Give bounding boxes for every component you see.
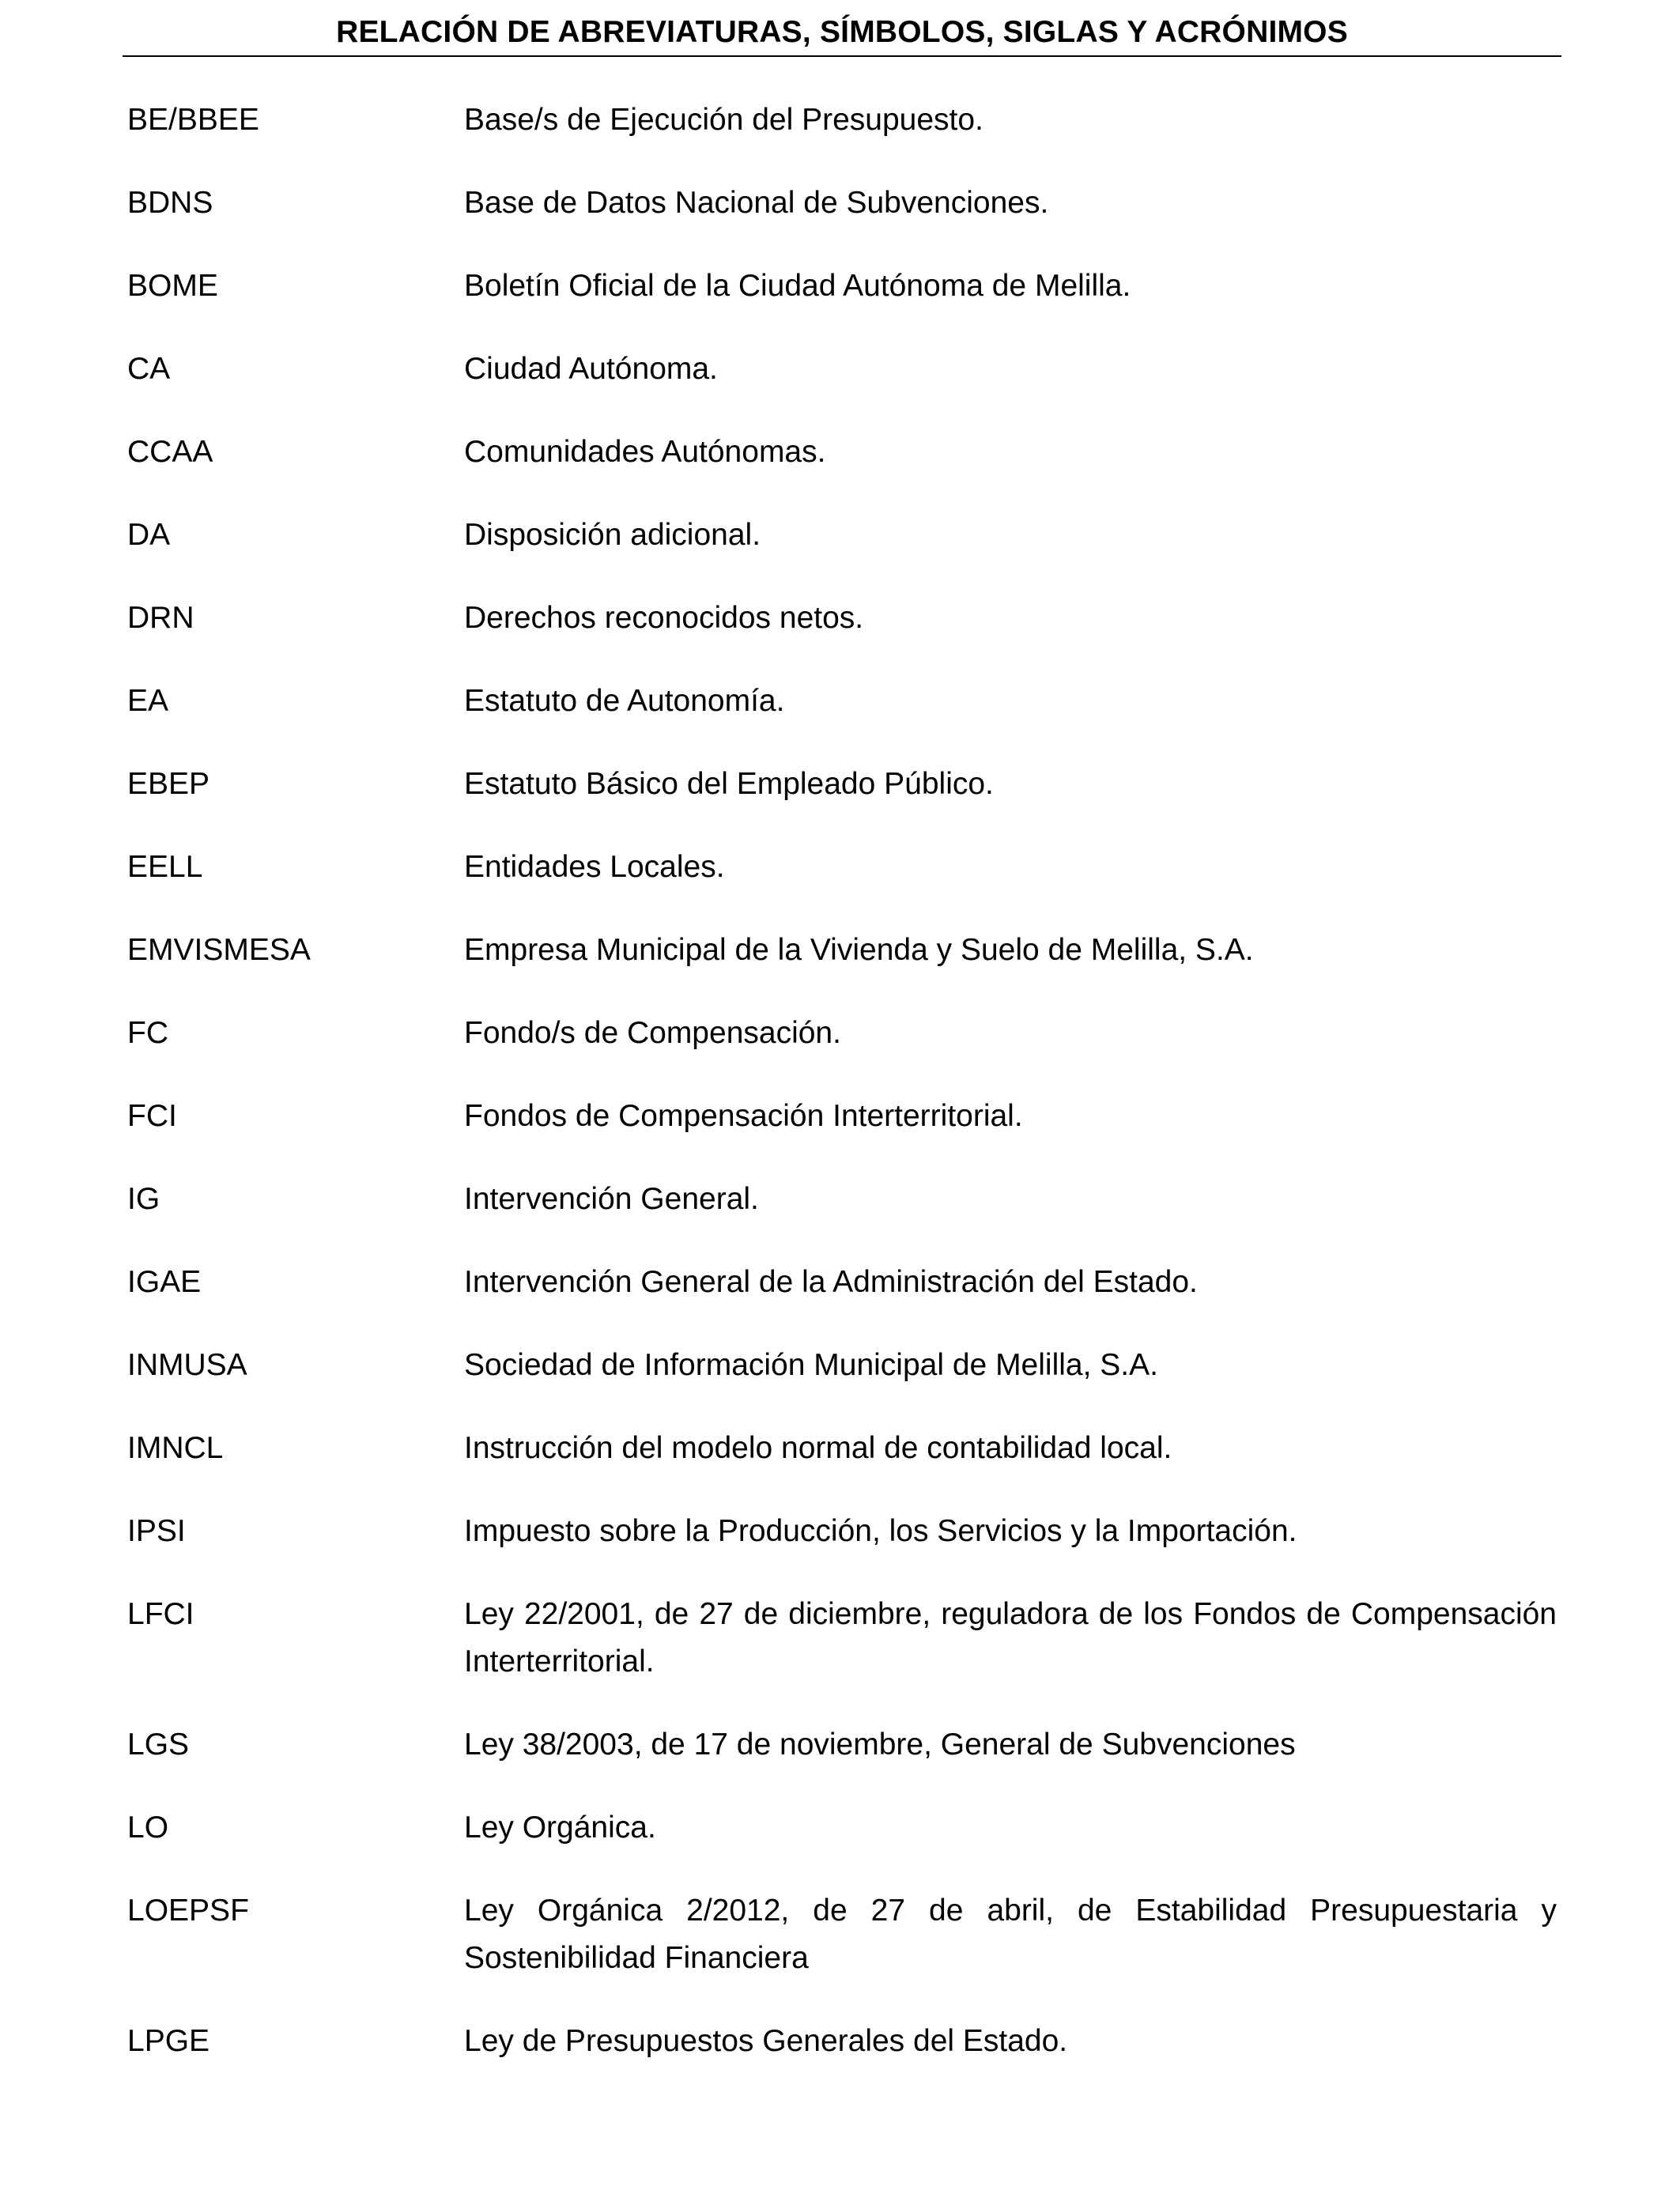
abbreviation-description: Intervención General de la Administración del Estado.	[464, 1265, 1198, 1299]
abbreviation-code: EMVISMESA	[127, 933, 311, 967]
abbreviation-row	[127, 179, 1557, 227]
abbreviation-row	[127, 512, 1557, 559]
abbreviation-code: IG	[127, 1182, 160, 1216]
abbreviation-code: LFCI	[127, 1597, 194, 1631]
abbreviation-row	[127, 1259, 1557, 1306]
abbreviation-row	[127, 2018, 1557, 2065]
abbreviation-description: Disposición adicional.	[464, 518, 761, 552]
abbreviation-code: IMNCL	[127, 1431, 224, 1465]
abbreviation-description: Empresa Municipal de la Vivienda y Suelo de Melilla, S.A.	[464, 933, 1254, 967]
abbreviation-description: Ley 22/2001, de 27 de diciembre, reguladora de los Fondos de Compensación Interterritorial.	[464, 1597, 1557, 1679]
abbreviation-description: Ley Orgánica.	[464, 1811, 656, 1845]
abbreviation-code: BOME	[127, 269, 218, 303]
abbreviation-row	[127, 595, 1557, 642]
abbreviation-row	[127, 1508, 1557, 1555]
abbreviation-code: EA	[127, 684, 169, 718]
abbreviation-description: Ley 38/2003, de 17 de noviembre, General de Subvenciones	[464, 1728, 1296, 1762]
abbreviation-row	[127, 1887, 1557, 1982]
abbreviation-row	[127, 678, 1557, 725]
abbreviation-description: Sociedad de Información Municipal de Melilla, S.A.	[464, 1348, 1158, 1382]
abbreviation-description: Estatuto Básico del Empleado Público.	[464, 767, 994, 801]
abbreviation-list	[127, 96, 1557, 2065]
abbreviation-description: Entidades Locales.	[464, 850, 725, 884]
abbreviation-code: IPSI	[127, 1514, 186, 1548]
abbreviation-row	[127, 844, 1557, 891]
abbreviation-description: Estatuto de Autonomía.	[464, 684, 785, 718]
abbreviation-code: EELL	[127, 850, 203, 884]
abbreviation-description: Ciudad Autónoma.	[464, 352, 718, 386]
abbreviation-row	[127, 1425, 1557, 1472]
abbreviation-code: CA	[127, 352, 171, 386]
abbreviation-row	[127, 262, 1557, 310]
abbreviation-row	[127, 1804, 1557, 1852]
abbreviation-code: EBEP	[127, 767, 210, 801]
abbreviation-description: Comunidades Autónomas.	[464, 435, 826, 469]
abbreviation-row	[127, 1591, 1557, 1686]
abbreviation-code: LPGE	[127, 2024, 210, 2058]
abbreviation-row	[127, 1010, 1557, 1057]
abbreviation-code: CCAA	[127, 435, 213, 469]
abbreviation-description: Derechos reconocidos netos.	[464, 601, 864, 635]
abbreviation-code: DA	[127, 518, 171, 552]
abbreviation-code: LGS	[127, 1728, 190, 1762]
abbreviation-code: BDNS	[127, 186, 213, 220]
abbreviation-code: FC	[127, 1016, 168, 1050]
abbreviation-description: Intervención General.	[464, 1182, 759, 1216]
page-header	[123, 13, 1561, 57]
abbreviation-code: INMUSA	[127, 1348, 247, 1382]
abbreviation-row	[127, 1721, 1557, 1769]
abbreviation-code: BE/BBEE	[127, 103, 259, 137]
abbreviation-code: LO	[127, 1811, 169, 1845]
abbreviation-row	[127, 1176, 1557, 1223]
abbreviation-description: Base/s de Ejecución del Presupuesto.	[464, 103, 983, 137]
abbreviation-description: Impuesto sobre la Producción, los Servicios y la Importación.	[464, 1514, 1297, 1548]
abbreviation-code: DRN	[127, 601, 194, 635]
abbreviation-code: LOEPSF	[127, 1894, 249, 1928]
abbreviation-row	[127, 1093, 1557, 1140]
abbreviation-code: IGAE	[127, 1265, 202, 1299]
abbreviation-row	[127, 346, 1557, 393]
abbreviation-description: Fondos de Compensación Interterritorial.	[464, 1099, 1023, 1133]
abbreviation-description: Base de Datos Nacional de Subvenciones.	[464, 186, 1049, 220]
abbreviation-row	[127, 761, 1557, 808]
page-title: RELACIÓN DE ABREVIATURAS, SÍMBOLOS, SIGLAS Y ACRÓNIMOS	[336, 15, 1348, 49]
abbreviation-description: Fondo/s de Compensación.	[464, 1016, 841, 1050]
abbreviation-description: Boletín Oficial de la Ciudad Autónoma de Melilla.	[464, 269, 1131, 303]
abbreviation-code: FCI	[127, 1099, 177, 1133]
abbreviation-description: Ley Orgánica 2/2012, de 27 de abril, de Estabilidad Presupuestaria y Sostenibilidad Financiera	[464, 1894, 1557, 1975]
abbreviation-row	[127, 1342, 1557, 1389]
abbreviation-description: Instrucción del modelo normal de contabilidad local.	[464, 1431, 1172, 1465]
abbreviation-row	[127, 927, 1557, 974]
abbreviation-row	[127, 429, 1557, 476]
abbreviation-description: Ley de Presupuestos Generales del Estado.	[464, 2024, 1068, 2058]
abbreviation-row	[127, 96, 1557, 144]
